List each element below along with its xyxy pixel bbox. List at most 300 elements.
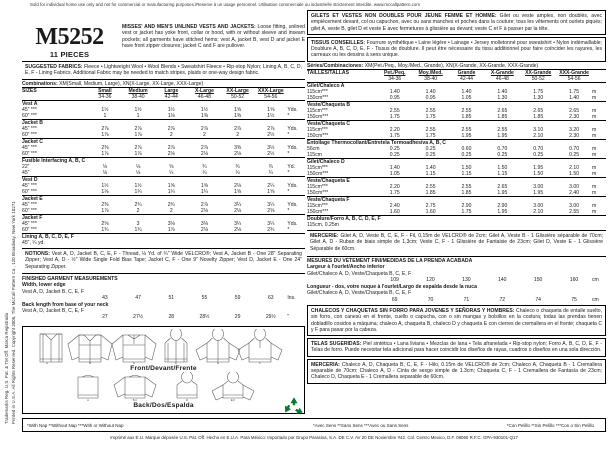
yardage-unit-5-0: Yds. [287, 202, 298, 208]
nap-legend-spanish: *Con Pelillo **Sin Pelillo ***Con o Sin Pelillo [506, 422, 594, 428]
yardage-value-6-0-2: 3⅛ [167, 221, 175, 227]
yardage-value-5-0-3: 2⅞ [200, 202, 208, 208]
fgm-fr-width-unit: cm [591, 277, 599, 284]
yardage-unit-6-1: m [592, 209, 597, 216]
sizes-label: SIZES [22, 88, 88, 95]
fabric-width-0-1: 60" *** [22, 113, 37, 119]
yardage-value-1-0-3: 2.65 [497, 108, 508, 115]
yardage-unit-5-0: m [592, 184, 597, 191]
yardage-value-2-1-3: 1.95 [497, 133, 508, 140]
french-notions-label: MERCERIE: [310, 233, 339, 240]
yardage-value-2-1-4: 2.10 [533, 133, 544, 140]
yardage-unit-5-1: m [592, 190, 597, 197]
svg-text:D: D [174, 361, 177, 365]
yardage-value-0-1-3: 1.30 [497, 95, 508, 102]
french-combinations-label: Séries/Combinaciones: [307, 62, 364, 69]
fabric-width-4-0: 115cm*** [307, 165, 328, 172]
sizes-label: TAILLES/TALLAS [307, 70, 377, 77]
fabric-width-0-1: 150cm*** [307, 95, 329, 102]
yardage-value-0-1-0: 1 [103, 113, 107, 119]
fgm-fr-width-value-0: 109 [390, 277, 399, 284]
yardage-view-name-0: Vest A [22, 101, 305, 108]
yardage-value-3-0-2: ⅝ [169, 164, 174, 170]
yardage-value-5-0-0: 2⅜ [101, 202, 109, 208]
svg-text:E: E [216, 361, 219, 365]
fabric-width-3-1: 115cm [307, 152, 322, 159]
yardage-value-6-1-2: 1.75 [461, 209, 472, 216]
yardage-unit-0-0: Yds. [287, 107, 298, 113]
yardage-value-0-1-3: 1⅜ [200, 113, 208, 119]
spanish-fabrics-block [307, 338, 606, 357]
spanish-description-block [307, 305, 606, 336]
nap-legend-english: *With Nap **Without Nap ***With or Without Nap [27, 422, 124, 428]
yardage-value-1-1-5: 2.30 [569, 114, 580, 121]
french-combinations [307, 62, 606, 69]
yardage-value-4-1-3: 1¼ [200, 189, 208, 195]
fabric-width-1-1: 150cm*** [307, 114, 329, 121]
size-name-1: Moy./Med. [413, 70, 449, 77]
yardage-value-2-1-3: 2⅛ [200, 151, 208, 157]
fgm-length-value-5: 29½ [265, 314, 276, 321]
yardage-value-2-1-4: 2⅛ [234, 151, 242, 157]
fabric-width-3-0: 56cm [307, 146, 320, 153]
fgm-length-row [22, 314, 305, 320]
yardage-value-6-0-1: 3 [136, 221, 140, 227]
yardage-unit-5-1: * [287, 208, 290, 214]
fgm-width-value-5: 63 [267, 295, 274, 302]
yardage-value-5-1-0: 1.75 [389, 190, 400, 197]
technical-drawings-panel [22, 326, 305, 414]
yardage-value-0-1-0: 0.95 [389, 95, 400, 102]
fabric-width-6-1: 150cm*** [307, 209, 329, 216]
pattern-number: M5252 [35, 24, 104, 50]
french-notions-block [307, 230, 606, 254]
yardage-value-4-0-0: 1½ [101, 183, 109, 189]
size-range-2: 42-44 [459, 76, 474, 83]
yardage-value-3-1-4: ¼ [235, 170, 240, 176]
yardage-unit-6-0: Yds. [287, 221, 298, 227]
yardage-unit-1-1: * [287, 132, 290, 138]
yardage-value-4-0-1: 1.40 [425, 165, 436, 172]
size-name-0: Small [88, 88, 121, 95]
yardage-unit-6-1: * [287, 227, 290, 233]
fm-spacer [307, 297, 377, 303]
fgm-fr-length-values-row [307, 297, 606, 303]
yardage-value-6-1-0: 1¾ [101, 227, 109, 233]
yardage-value-4-1-5: 1⅝ [267, 189, 275, 195]
fabric-width-4-0: 45" *** [22, 183, 37, 189]
yardage-value-6-0-3: 2.90 [497, 203, 508, 210]
fgm-width-value-2: 51 [168, 295, 175, 302]
svg-text:F: F [258, 361, 261, 365]
fabric-width-4-1: 60" *** [22, 189, 37, 195]
yardage-value-1-0-2: 2.55 [461, 108, 472, 115]
front-label: Front/Devant/Frente [130, 365, 197, 372]
yardage-value-4-1-0: 1⅛ [101, 189, 109, 195]
french-fabrics-label: TISSUS CONSEILLES: [311, 39, 366, 46]
spanish-notions-text: Chaleco A, D, Chaqueta B, C, E, F - Hilo, 0.15m de VELCRO® de 2cm; Chaleco A, Chaqueta B - 1 Cremallera separable de 70cm; Chaleco A, D - Cinta de sesgo simple de 1.3cm; Chaqueta C, F - 1 Cremallera de Fantasía de 23cm; Chaleco D, Chaqueta E - 1 Cremallera separable de 60cm. [311, 361, 602, 381]
yardage-view-name-1: Veste/Chaqueta B [307, 102, 606, 109]
fgm-fr-length-views: Gilet/Chaleco A, D, Veste/Chaqueta B, C, E, F [307, 290, 412, 297]
fgm-length-unit: " [287, 314, 290, 321]
yardage-value-1-1-5: 2½ [267, 132, 275, 138]
yardage-value-1-0-5: 2.65 [569, 108, 580, 115]
metric-yardage-table [307, 69, 606, 228]
lining-label: Doublure/Forro A, B, C, D, E, F [307, 216, 606, 223]
fgm-title: FINISHED GARMENT MEASUREMENTS [22, 275, 118, 282]
yardage-value-6-0-4: 3¼ [234, 221, 242, 227]
yardage-value-2-0-0: 2.20 [389, 127, 400, 134]
yardage-view-name-2: Veste/Chaqueta C [307, 121, 606, 128]
yardage-value-5-0-5: 3¼ [267, 202, 275, 208]
yardage-value-2-0-3: 2⅞ [200, 145, 208, 151]
yardage-value-0-1-1: 0.95 [425, 95, 436, 102]
yardage-value-4-1-4: 1⅝ [234, 189, 242, 195]
size-range-0: 34-36 [388, 76, 402, 83]
yardage-value-3-0-0: ⅛ [102, 164, 108, 170]
yardage-value-0-0-1: 1.40 [425, 89, 436, 96]
yardage-value-5-0-5: 3.00 [569, 184, 580, 191]
fgm-width-value-3: 55 [201, 295, 208, 302]
fgm-fr-length-value-2: 71 [463, 296, 470, 303]
fgm-fr-width-value-2: 130 [462, 277, 471, 284]
fabric-width-2-0: 115cm*** [307, 127, 328, 134]
yardage-unit-2-0: m [592, 127, 597, 134]
yardage-value-0-0-0: 1.40 [389, 89, 400, 96]
yardage-unit-3-1: * [287, 170, 290, 176]
yardage-value-0-1-5: 1½ [267, 113, 275, 119]
yardage-value-3-1-0: 0.25 [389, 152, 400, 159]
yardage-view-name-0: Gilet/Chaleco A [307, 83, 606, 90]
yardage-unit-3-1: m [592, 152, 597, 159]
french-title: GILETS ET VESTES NON DOUBLES POUR JEUNE FEMME ET HOMME: [311, 13, 497, 19]
size-range-1: 38-40 [424, 76, 438, 83]
fgm-fr-length-label: Longueur - dos, votre nuque à l'ourlet/Largo de espalda desde la nuca [307, 283, 477, 290]
yardage-value-1-1-1: 1.75 [425, 114, 436, 121]
yardage-value-3-1-2: 0.25 [461, 152, 472, 159]
fgm-fr-title: MESURES DU VETEMENT FINI/MEDIDAS DE LA PRENDA ACABADA [307, 258, 473, 265]
yardage-value-5-1-2: 2 [169, 208, 173, 214]
yardage-value-1-1-0: 1⅞ [101, 132, 109, 138]
spanish-fabrics-text: Piel sintética • Lana liviana • Mezclas de lana • Tela afranelada • Rip-stop nylon; Forro A, B, C, D, E, F - Telas de forro. Puede necesitar tela adicional para hacer coincidir los diseños de rayas, cuadros o diseños en una sola dirección. [311, 341, 603, 354]
yardage-value-2-1-5: 2.30 [569, 133, 580, 140]
yardage-value-5-1-4: 2⅛ [234, 208, 242, 214]
yardage-value-2-0-2: 2⅞ [167, 145, 175, 151]
yardage-value-1-1-2: 1.85 [461, 114, 472, 121]
size-range-1: 38-40 [131, 94, 145, 100]
yardage-unit-1-1: m [592, 114, 597, 121]
yardage-value-4-1-0: 1.05 [389, 171, 400, 178]
yardage-value-6-1-1: 1¾ [134, 227, 142, 233]
fabric-width-1-1: 60" *** [22, 132, 37, 138]
size-range-5: 54-56 [567, 76, 581, 83]
yardage-value-6-0-0: 2⅝ [101, 221, 109, 227]
fgm-length-label: Back length from base of your neck [22, 301, 109, 308]
yardage-unit-2-1: * [287, 151, 290, 157]
yardage-value-0-0-0: 1½ [101, 107, 109, 113]
nap-legend-french: *Avec Sens **Sans Sens ***Avec ou Sans Sens [313, 422, 409, 428]
yardage-value-5-0-2: 2¾ [167, 202, 175, 208]
size-name-5: XXX-Large [254, 88, 287, 95]
yardage-value-3-1-4: 0.25 [533, 152, 544, 159]
yardage-value-0-0-5: 1⅝ [267, 107, 275, 113]
yardage-value-2-1-2: 2⅛ [167, 151, 175, 157]
lining-detail: 45", ¼ yd. [22, 240, 45, 246]
size-name-0: Pet./Peq. [377, 70, 413, 77]
yardage-value-1-1-3: 1.85 [497, 114, 508, 121]
fgm-length-values-row [22, 314, 305, 320]
yardage-unit-4-0: m [592, 165, 597, 172]
english-fabrics-block [22, 61, 305, 79]
size-name-2: Grande [449, 70, 485, 77]
size-range-2: 42-44 [164, 94, 178, 100]
yardage-value-0-0-3: 1½ [200, 107, 208, 113]
svg-text:A: A [45, 361, 48, 365]
lining-detail-row [307, 222, 606, 228]
yardage-value-6-1-5: 2¾ [267, 227, 275, 233]
fgm-width-unit: Ins. [287, 295, 296, 302]
fgm-fr-width-views: Gilet/Chaleco A, D, Veste/Chaqueta B, C, E, F [307, 270, 412, 277]
yardage-value-5-0-0: 2.20 [389, 184, 400, 191]
yardage-value-4-1-3: 1.15 [497, 171, 508, 178]
yardage-value-0-1-4: 1⅜ [234, 113, 242, 119]
yardage-value-5-1-0: 1⅞ [101, 208, 109, 214]
size-name-2: Large [155, 88, 188, 95]
yardage-value-4-1-2: 1.15 [461, 171, 472, 178]
size-name-4: XX-Large [221, 88, 254, 95]
yardage-value-3-1-1: ⅛ [135, 170, 141, 176]
yardage-unit-4-0: Yds. [287, 183, 298, 189]
back-views-row [23, 372, 304, 402]
yardage-value-4-0-2: 1⅝ [167, 183, 175, 189]
yardage-value-3-0-3: 0.70 [497, 146, 508, 153]
yardage-value-3-0-4: 0.70 [533, 146, 544, 153]
fgm-fr-length-value-3: 72 [499, 296, 506, 303]
fgm-fr-width-label: Largeur à l'ourlet/Ancho inferior [307, 264, 385, 271]
yardage-value-1-0-0: 2⅞ [101, 126, 109, 132]
english-combinations-label: Combinations: [22, 80, 58, 87]
size-range-0: 34-36 [98, 94, 112, 100]
fgm-fr-length-value-0: 69 [391, 296, 398, 303]
size-name-3: X-Grande [484, 70, 520, 77]
yardage-unit-6-0: m [592, 203, 597, 210]
fgm-width-value-1: 47 [135, 295, 141, 302]
yardage-value-2-0-1: 2⅞ [134, 145, 142, 151]
yardage-value-4-0-3: 1⅝ [200, 183, 208, 189]
yardage-value-0-0-3: 1.40 [497, 89, 508, 96]
yardage-value-5-1-1: 2 [136, 208, 140, 214]
french-fabrics-block [307, 37, 606, 62]
svg-text:D: D [185, 398, 188, 402]
yardage-value-4-0-3: 1.50 [497, 165, 508, 172]
yardage-value-4-0-4: 2⅛ [234, 183, 242, 189]
french-notions-text: Gilet A, D, Veste B, C, E, F - Fil, 0,15m de VELCRO® de 2cm; Gilet A, Veste B - 1 Glissière séparable de 70cm; Gilet A, D - Ruban de biais simple de 1,3cm; Veste C, F - 1 Glissière de Fantaisie de 23cm; Gilet D, Veste E - 1 Glissière Séparable de 60cm. [310, 233, 604, 252]
yardage-value-3-0-1: ⅛ [135, 164, 141, 170]
yardage-unit-1-0: Yds. [287, 126, 298, 132]
yardage-unit-1-0: m [592, 108, 597, 115]
yardage-value-5-1-3: 1.95 [497, 190, 508, 197]
yardage-value-0-1-4: 1.30 [533, 95, 544, 102]
fgm-length-value-2: 28 [168, 314, 175, 321]
yardage-value-5-1-5: 2⅝ [267, 208, 275, 214]
spanish-description-text: Chaleco o chaqueta de entalle suelto, sin forro, con canesú en el frente, cuello o capucha, con o sin mangas y bolsillos en la costura; todas las prendas tienen dobladillo cosidos a máquina; chaleco A, chaqueta B, chaleco D y chaqueta E con cierres de cremallera en el frente; chaqueta C y F para pasar por la cabeza. [311, 307, 602, 333]
yardage-value-2-0-2: 2.55 [461, 127, 472, 134]
fgm-length-value-3: 28½ [199, 314, 210, 321]
spanish-fabrics-label: TELAS SUGERIDAS: [311, 341, 362, 348]
yardage-value-1-1-3: 2 [203, 132, 206, 138]
yardage-value-5-0-1: 2.55 [425, 184, 436, 191]
yardage-value-2-0-5: 3.20 [569, 127, 580, 134]
yardage-value-5-1-1: 1.85 [425, 190, 436, 197]
front-views-row [23, 327, 304, 365]
yardage-value-2-1-5: 2½ [267, 151, 275, 157]
yardage-value-6-1-3: 1.95 [497, 209, 508, 216]
fabric-width-4-1: 150cm*** [307, 171, 329, 178]
yardage-value-2-0-3: 2.55 [497, 127, 508, 134]
yardage-view-name-5: Veste/Chaqueta E [307, 178, 606, 185]
yardage-value-6-1-4: 2.10 [533, 209, 544, 216]
fabric-width-6-0: 45" *** [22, 221, 37, 227]
back-label: Back/Dos/Espalda [133, 402, 194, 409]
yardage-view-name-3: Entoilage Thermocollant/Entretela Termoadhesiva A, B, C [307, 140, 606, 147]
front-garment-drawings [26, 329, 302, 365]
fgm-fr-length-unit: cm [591, 296, 599, 303]
fabric-width-1-0: 45" *** [22, 126, 37, 132]
fabric-width-0-0: 115cm*** [307, 89, 328, 96]
yardage-value-0-0-1: 1½ [134, 107, 142, 113]
yardage-view-name-1: Jacket B [22, 120, 305, 127]
yardage-unit-0-1: * [287, 113, 290, 119]
fgm-fr-width-value-1: 120 [426, 277, 435, 284]
yardage-value-3-0-5: ¾ [268, 164, 273, 170]
fgm-length-value-0: 27 [102, 314, 108, 321]
yardage-value-1-1-0: 1.75 [389, 114, 400, 121]
spanish-notions-block [307, 359, 606, 384]
fgm-fr-width-value-4: 150 [533, 277, 543, 284]
size-name-5: XXX-Grande [556, 70, 592, 77]
fgm-fr-width-value-3: 140 [498, 277, 507, 284]
fgm-fr-length-value-4: 74 [535, 296, 541, 303]
yardage-view-name-5: Jacket E [22, 196, 305, 203]
yardage-unit-3-0: Yd. [287, 164, 296, 170]
yardage-value-3-0-4: ¾ [235, 164, 240, 170]
yardage-value-0-0-4: 1.75 [533, 89, 544, 96]
yardage-value-1-0-4: 2.65 [533, 108, 544, 115]
piece-count: 11 PIECES [49, 50, 90, 59]
yardage-value-3-0-0: 0.25 [389, 146, 400, 153]
back-garment-drawings [54, 372, 274, 402]
yardage-value-2-1-0: 1⅞ [101, 151, 109, 157]
english-description-text: Loose fitting, unlined vest or jacket has yoke front, collar or hood, with or without sleeve and inseam pockets; all garments have stitched hems; vest A, jacket B, vest D and jacket E have front zipper closures; jacket C and F are pullover. [122, 24, 305, 50]
yardage-value-6-1-2: 1⅞ [167, 227, 175, 233]
yardage-value-1-1-4: 2 [236, 132, 240, 138]
yardage-value-0-0-2: 1½ [167, 107, 175, 113]
yardage-value-6-0-5: 3.00 [569, 203, 580, 210]
yardage-unit-4-1: m [592, 171, 597, 178]
yardage-value-6-0-5: 3¼ [267, 221, 275, 227]
yardage-value-3-1-3: 0.25 [497, 152, 508, 159]
yardage-value-3-1-1: 0.25 [425, 152, 436, 159]
english-column [22, 24, 305, 321]
fgm-width-value-0: 43 [102, 295, 108, 302]
yardage-value-2-1-1: 1.75 [425, 133, 436, 140]
footer-legal: Imprimé aux E.U. Marque déposée U.S. Pat. Off. Hecho en E.U.A. Para México: Importado por Grupo Parasina, S.A. DE C.V. AV 20 DE Noviembre #42. Col. Centro Mexico, D.F. 08060 R.F.C. GPA-930101-Q17 [110, 435, 518, 440]
yardage-value-6-1-1: 1.60 [425, 209, 436, 216]
yardage-value-2-1-0: 1.75 [389, 133, 400, 140]
french-description-text: Gilet ou veste amples, non doublés, avec empiècement devant, col ou capuchon, avec ou sans manches et poches dans la couture; tous les vêtements ont ourlets piqués; gilet A, veste B, gilet D et veste E avec fermetures à glissière au devant; veste C et F à passer par la tête. [311, 13, 602, 32]
fgm-length-value-4: 29 [234, 314, 241, 321]
yardage-view-name-6: Jacket F [22, 215, 305, 222]
svg-text:E,F: E,F [230, 398, 235, 402]
fgm-length-views: Vest A, D, Jacket B, C, E, F [22, 307, 84, 314]
yardage-value-4-0-5: 2¼ [267, 183, 275, 189]
yardage-value-4-0-0: 1.40 [389, 165, 400, 172]
lining-detail-row [22, 240, 305, 246]
yardage-value-4-1-1: 1¼ [134, 189, 142, 195]
yardage-value-0-1-2: 1.05 [461, 95, 472, 102]
english-fabrics-text: Fleece • Lightweight Wool • Wool Blends • Sweatshirt Fleece • Rip-stop Nylon; Lining A, B, C, D, E, F - Lining Fabrics. Additional Fabric may be needed to match stripes, plaids or one-way design fabric. [25, 64, 303, 77]
fabric-width-6-0: 115cm*** [307, 203, 328, 210]
yardage-value-0-1-5: 1.40 [569, 95, 580, 102]
yardage-value-2-0-4: 3⅜ [234, 145, 242, 151]
lining-detail: 115cm, 0.25m [307, 222, 339, 229]
fabric-width-6-1: 60" *** [22, 227, 37, 233]
yardage-value-3-1-2: ¼ [169, 170, 174, 176]
yardage-view-name-3: Fusible Interfacing A, B, C [22, 158, 305, 165]
size-range-3: 46-48 [197, 94, 211, 100]
yardage-value-0-1-1: 1 [136, 113, 140, 119]
yardage-value-5-1-2: 1.85 [461, 190, 472, 197]
yardage-value-6-0-1: 2.75 [425, 203, 436, 210]
yardage-value-2-0-0: 2⅜ [101, 145, 109, 151]
fgm-fr-width-value-5: 160 [569, 277, 579, 284]
size-range-4: 50-52 [531, 76, 545, 83]
yardage-value-2-0-4: 3.10 [533, 127, 544, 134]
english-combinations-text: XM(Small, Medium, Large), XN(X-Large, XX-Large, XXX-Large) [59, 80, 204, 87]
yardage-view-name-4: Vest D [22, 177, 305, 184]
spanish-notions-label: MERCERIA: [311, 361, 340, 368]
size-name-4: XX-Grande [520, 70, 556, 77]
english-fabrics-label: SUGGESTED FABRICS: [25, 64, 83, 70]
yardage-value-1-0-5: 2⅞ [267, 126, 275, 132]
pattern-logo [22, 24, 117, 59]
size-name-1: Medium [122, 88, 155, 95]
english-finished-measurements [22, 273, 305, 320]
yardage-value-0-0-2: 1.40 [461, 89, 472, 96]
english-description [122, 24, 305, 50]
size-range-3: 46-48 [495, 76, 509, 83]
size-name-3: X-Large [188, 88, 221, 95]
fgm-width-label: Width, lower edge [22, 282, 66, 289]
french-spanish-column [307, 10, 606, 384]
yardage-value-5-1-3: 2⅛ [200, 208, 208, 214]
yardage-value-5-0-3: 2.65 [497, 184, 508, 191]
yardage-view-name-2: Jacket C [22, 139, 305, 146]
fgm-length-value-1: 27½ [133, 314, 144, 321]
svg-text:B: B [88, 361, 91, 365]
yardage-value-6-0-2: 2.90 [461, 203, 472, 210]
fabric-width-2-1: 150cm*** [307, 133, 329, 140]
fabric-width-3-0: 22" [22, 164, 30, 170]
fabric-width-3-1: 45" [22, 170, 30, 176]
fabric-width-2-1: 60" *** [22, 151, 37, 157]
yardage-value-5-0-1: 2¾ [134, 202, 142, 208]
yardage-value-0-0-4: 1⅝ [234, 107, 242, 113]
english-combinations [22, 79, 305, 87]
fgm-fr-length-value-5: 75 [571, 296, 577, 303]
yardage-value-1-0-2: 2⅞ [167, 126, 175, 132]
yardage-value-1-0-4: 2⅞ [234, 126, 242, 132]
